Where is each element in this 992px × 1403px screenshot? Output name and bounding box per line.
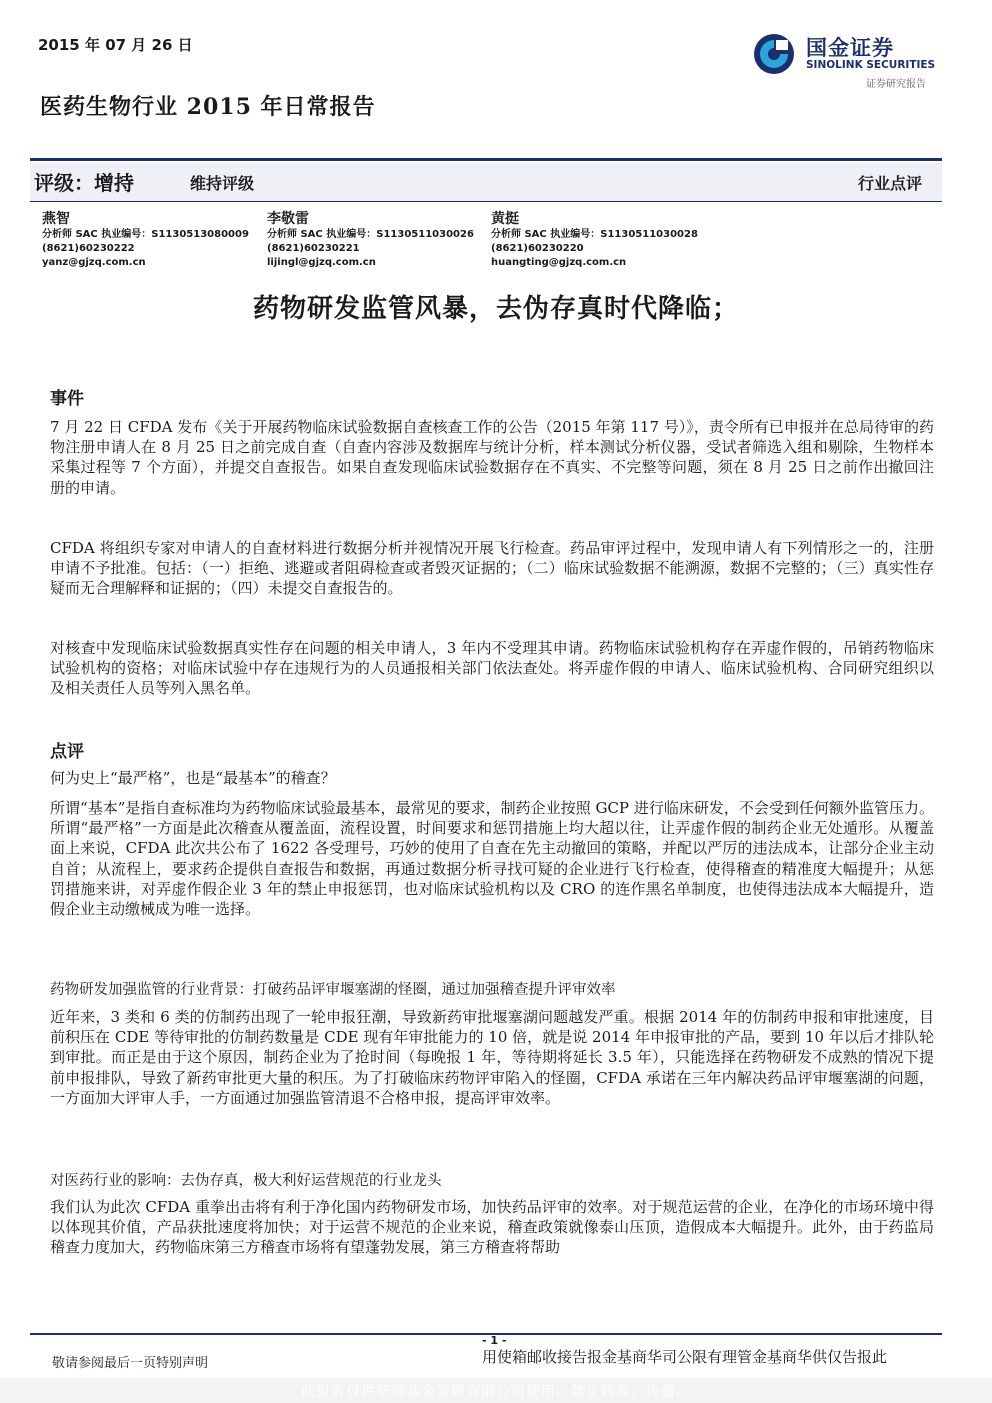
header-divider	[30, 158, 942, 161]
footer-watermark: 此报告仅供华商基金管理有限公司使用。禁止转发、传播。	[301, 1384, 691, 1400]
event-paragraph: CFDA 将组织专家对申请人的自查材料进行数据分析并视情况开展飞行检查。药品审评过程中，发现申请人有下列情形之一的，注册申请不予批准。包括：（一）拒绝、逃避或者阻碍检查或者毁灭证据的；（二）临床试验数据不能溯源，数据不完整的；（三）真实性存疑而无合理解释和证据的；（四）未提交自查报告的。	[50, 539, 934, 598]
report-title: 医药生物行业 2015 年日常报告	[40, 94, 376, 120]
page-number: - 1 -	[482, 1334, 507, 1347]
report-type-label: 行业点评	[858, 174, 923, 193]
footer-usage-note: 用使箱邮收接告报金基商华司公限有理管金基商华供仅告报此	[482, 1348, 888, 1366]
analyst-card	[491, 208, 711, 270]
event-paragraph: 7 月 22 日 CFDA 发布《关于开展药物临床试验数据自查核查工作的公告（2015 年第 117 号）》，责令所有已申报并在总局待审的药物注册申请人在 8 月 25 日之前完成自查（自查内容涉及数据库与统计分析，样本测试分析仪器，受试者筛选入组和剔除，生物样本采集过程等 7 个方面），并提交自查报告。如果自查发现临床试验数据存在不真实、不完整等问题，须在 8 月 25 日之前作出撤回注册的申请。	[50, 418, 934, 497]
analyst-email[interactable]: yanz@gjzq.com.cn	[42, 257, 146, 268]
background-paragraph: 近年来，3 类和 6 类的仿制药出现了一轮申报狂潮，导致新药审批堰塞湖问题越发严重。根据 2014 年的仿制药申报和审批速度，目前积压在 CDE 等待审批的仿制药数量是 CDE 现有年审批能力的 10 倍，就是说 2014 年申报审批的产品，要到 10 年以后才排队轮到审批。而正是由于这个原因，制药企业为了抢时间（每晚报 1 年，等待期将延长 3.5 年），只能选择在药物研发不成熟的情况下提前申报排队，导致了新药审批更大量的积压。为了打破临床药物评审陷入的怪圈，CFDA 承诺在三年内解决药品评审堰塞湖的问题，一方面加大评审人手，一方面通过加强监管清退不合格申报，提高评审效率。	[50, 1008, 934, 1107]
subheading-background: 药物研发加强监管的行业背景：打破药品评审堰塞湖的怪圈，通过加强稽查提升评审效率	[50, 982, 616, 998]
section-heading-event: 事件	[50, 389, 84, 409]
analyst-email[interactable]: lijingl@gjzq.com.cn	[267, 257, 376, 268]
analyst-name: 黄挺	[491, 211, 519, 227]
analyst-card	[267, 208, 487, 270]
impact-paragraph: 我们认为此次 CFDA 重拳出击将有利于净化国内药物研发市场，加快药品评审的效率。对于规范运营的企业，在净化的市场环境中得以体现其价值，产品获批速度将加快；对于运营不规范的企业来说，稽查政策就像泰山压顶，造假成本大幅提升。此外，由于药监局稽查力度加大，药物临床第三方稽查市场将有望蓬勃发展，第三方稽查将帮助	[50, 1198, 934, 1257]
rating-band	[30, 163, 942, 202]
rating-change-label: 维持评级	[190, 174, 255, 193]
section-heading-review: 点评	[50, 742, 84, 762]
analyst-card	[42, 208, 262, 270]
analyst-email[interactable]: huangting@gjzq.com.cn	[491, 257, 627, 268]
rating-label: 评级：增持	[34, 171, 134, 195]
event-paragraph: 对核查中发现临床试验数据真实性存在问题的相关申请人，3 年内不受理其申请。药物临床试验机构存在弄虚作假的，吊销药物临床试验机构的资格；对临床试验中存在违规行为的人员通报相关部门依法查处。将弄虚作假的申请人、临床试验机构、合同研究组织以及相关责任人员等列入黑名单。	[50, 639, 934, 698]
sinolink-logo	[752, 30, 952, 92]
analyst-name: 燕智	[42, 211, 70, 227]
review-paragraph: 所谓“基本”是指自查标准均为药物临床试验最基本，最常见的要求，制药企业按照 GCP 进行临床研发，不会受到任何额外监管压力。所谓“最严格”一方面是此次稽查从覆盖面，流程设置，时间要求和惩罚措施上均大超以往，让弄虚作假的制药企业无处遁形。从覆盖面上来说，CFDA 此次共公布了 1622 各受理号，巧妙的使用了自查在先主动撤回的策略，并配以严厉的违法成本，让部分企业主动自首；从流程上，要求药企提供自查报告和数据，再通过数据分析寻找可疑的企业进行飞行检查，使得稽查的精准度大幅提升；从惩罚措施来讲，对弄虚作假企业 3 年的禁止申报惩罚，也对临床试验机构以及 CRO 的连作黑名单制度，也使得违法成本大幅提升，造假企业主动缴械成为唯一选择。	[50, 799, 934, 919]
analyst-cert: 分析师 SAC 执业编号：S1130511030026	[267, 229, 474, 240]
analyst-name: 李敬雷	[267, 211, 309, 227]
analyst-phone: (8621)60230221	[267, 243, 360, 254]
analyst-phone: (8621)60230222	[42, 243, 135, 254]
analyst-cert: 分析师 SAC 执业编号：S1130511030028	[491, 229, 698, 240]
analyst-cert: 分析师 SAC 执业编号：S1130513080009	[42, 229, 249, 240]
sinolink-logo-icon	[752, 32, 796, 76]
headline: 药物研发监管风暴，去伪存真时代降临；	[252, 294, 739, 324]
review-question: 何为史上“最严格”，也是“最基本”的稽查？	[50, 769, 336, 787]
logo-name-cn: 国金证券	[806, 36, 894, 60]
analyst-phone: (8621)60230220	[491, 243, 584, 254]
logo-subtitle: 证券研究报告	[866, 79, 926, 90]
subheading-impact: 对医药行业的影响：去伪存真，极大利好运营规范的行业龙头	[50, 1173, 442, 1189]
footer-disclaimer: 敬请参阅最后一页特别声明	[52, 1356, 209, 1371]
logo-name-en: SINOLINK SECURITIES	[806, 59, 936, 71]
report-date: 2015 年 07 月 26 日	[38, 36, 193, 54]
